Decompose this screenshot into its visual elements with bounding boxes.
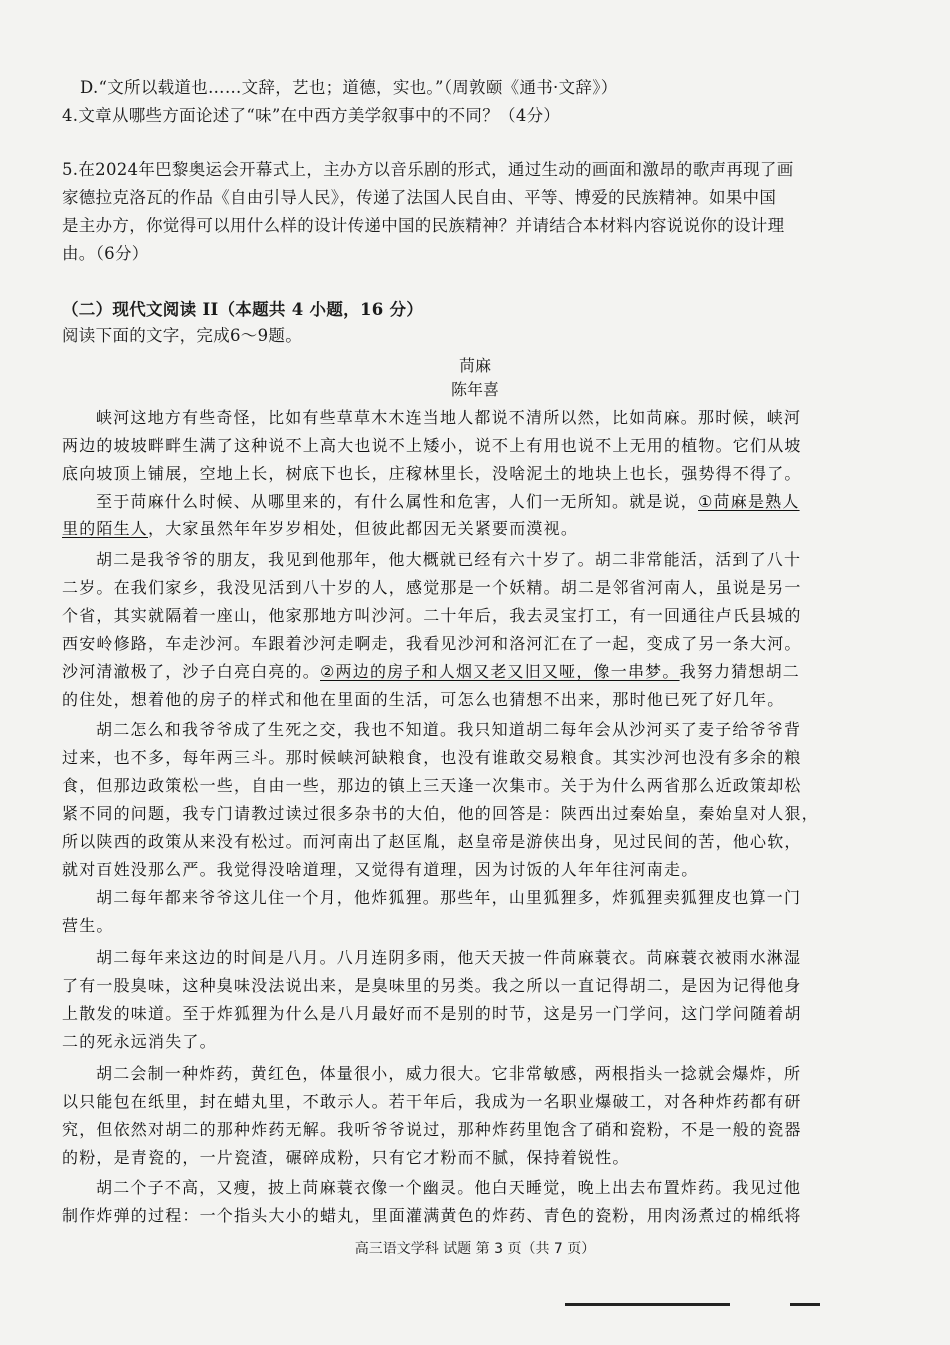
passage-line: 的粉，是青瓷的，一片瓷渣，碾碎成粉，只有它才粉而不腻，保持着锐性。 xyxy=(62,1148,630,1167)
passage-line xyxy=(96,490,896,514)
underlined-sentence-1-end: 里的陌生人 xyxy=(62,519,149,538)
passage-line: 上散发的味道。至于炸狐狸为什么是八月最好而不是别的时节，这是另一门学问，这门学问随着胡 xyxy=(62,1004,802,1023)
passage-line: 食，但那边政策松一些，自由一些，那边的镇上三天逢一次集市。关于为什么两省那么近政策却松 xyxy=(62,776,802,795)
underlined-sentence-2: ②两边的房子和人烟又老又旧又哑，像一串梦。 xyxy=(320,662,680,681)
section-instruction: 阅读下面的文字，完成6～9题。 xyxy=(62,326,302,345)
scan-mark xyxy=(565,1303,730,1306)
passage-line: 制作炸弹的过程：一个指头大小的蜡丸，里面灌满黄色的炸药、青色的瓷粉，用肉汤煮过的棉纸将 xyxy=(62,1206,802,1225)
passage-line: 胡二个子不高，又瘦，披上苘麻蓑衣像一个幽灵。他白天睡觉，晚上出去布置炸药。我见过他 xyxy=(96,1178,802,1197)
question-5-line-1: 5.在2024年巴黎奥运会开幕式上，主办方以音乐剧的形式，通过生动的画面和激昂的歌声再现了画 xyxy=(62,160,794,179)
page-footer: 高三语文学科 试题 第 3 页（共 7 页） xyxy=(354,1241,596,1257)
question-5-line-4: 由。（6分） xyxy=(62,244,149,263)
passage-line: 营生。 xyxy=(62,916,114,935)
question-4: 4.文章从哪些方面论述了“味”在中西方美学叙事中的不同？（4分） xyxy=(62,106,561,125)
passage-line: 的住处，想着他的房子的样式和他在里面的生活，可怎么也猜想不出来，那时他已死了好几年。 xyxy=(62,690,785,709)
passage-line: 二岁。在我们家乡，我没见活到八十岁的人，感觉那是一个妖精。胡二是邻省河南人，虽说是另一 xyxy=(62,578,802,597)
passage-line: 胡二怎么和我爷爷成了生死之交，我也不知道。我只知道胡二每年会从沙河买了麦子给爷爷背 xyxy=(96,720,802,739)
passage-author: 陈年喜 xyxy=(450,380,499,399)
passage-line: 个省，其实就隔着一座山，他家那地方叫沙河。二十年后，我去灵宝打工，有一回通往卢氏县城的 xyxy=(62,606,802,625)
option-d: D.“文所以载道也……文辞，艺也；道德，实也。”（周敦颐《通书·文辞》） xyxy=(80,78,618,97)
passage-line: 峡河这地方有些奇怪，比如有些草草木木连当地人都说不清所以然，比如苘麻。那时候，峡河 xyxy=(96,408,802,427)
passage-title: 苘麻 xyxy=(458,356,491,375)
passage-text: 我努力猜想胡二 xyxy=(679,662,800,681)
section-heading: （二）现代文阅读 II（本题共 4 小题，16 分） xyxy=(62,300,424,319)
passage-line: 就对百姓没那么严。我觉得没啥道理，又觉得有道理，因为讨饭的人年年往河南走。 xyxy=(62,860,699,879)
passage-line xyxy=(62,660,862,684)
question-5-line-3: 是主办方，你觉得可以用什么样的设计传递中国的民族精神？并请结合本材料内容说说你的设计理 xyxy=(62,216,785,235)
passage-line: 过来，也不多，每年两三斗。那时候峡河缺粮食，也没有谁敢交易粮食。其实沙河也没有多余的粮 xyxy=(62,748,802,767)
passage-line: 两边的坡坡畔畔生满了这种说不上高大也说不上矮小，说不上有用也说不上无用的植物。它们从坡 xyxy=(62,436,802,455)
passage-line: 胡二每年都来爷爷这儿住一个月，他炸狐狸。那些年，山里狐狸多，炸狐狸卖狐狸皮也算一门 xyxy=(96,888,802,907)
passage-line: 二的死永远消失了。 xyxy=(62,1032,217,1051)
passage-line xyxy=(62,517,862,541)
passage-text: 至于苘麻什么时候、从哪里来的，有什么属性和危害，人们一无所知。就是说， xyxy=(96,492,699,511)
passage-line: 西安岭修路，车走沙河。车跟着沙河走啊走，我看见沙河和洛河汇在了一起，变成了另一条大河。 xyxy=(62,634,802,653)
passage-text: 沙河清澈极了，沙子白亮白亮的。 xyxy=(62,662,321,681)
underlined-sentence-1: ①苘麻是熟人 xyxy=(698,492,800,511)
passage-line: 究，但依然对胡二的那种炸药无解。我听爷爷说过，那种炸药里饱含了硝和瓷粉，不是一般的瓷器 xyxy=(62,1120,802,1139)
question-5-line-2: 家德拉克洛瓦的作品《自由引导人民》，传递了法国人民自由、平等、博爱的民族精神。如果中国 xyxy=(62,188,777,207)
passage-text: ，大家虽然年年岁岁相处，但彼此都因无关紧要而漠视。 xyxy=(148,519,579,538)
passage-line: 胡二是我爷爷的朋友，我见到他那年，他大概就已经有六十岁了。胡二非常能活，活到了八十 xyxy=(96,550,802,569)
passage-line: 所以陕西的政策从来没有松过。而河南出了赵匡胤，赵皇帝是游侠出身，见过民间的苦，他心软， xyxy=(62,832,802,851)
passage-line: 胡二会制一种炸药，黄红色，体量很小，威力很大。它非常敏感，两根指头一捻就会爆炸，所 xyxy=(96,1064,802,1083)
passage-line: 胡二每年来这边的时间是八月。八月连阴多雨，他天天披一件苘麻蓑衣。苘麻蓑衣被雨水淋湿 xyxy=(96,948,802,967)
scan-mark xyxy=(790,1303,820,1306)
passage-line: 了有一股臭味，这种臭味没法说出来，是臭味里的另类。我之所以一直记得胡二，是因为记得他身 xyxy=(62,976,802,995)
passage-line: 底向坡顶上铺展，空地上长，树底下也长，庄稼林里长，没啥泥土的地块上也长，强势得不得了。 xyxy=(62,464,802,483)
passage-line: 紧不同的问题，我专门请教过读过很多杂书的大伯，他的回答是：陕西出过秦始皇，秦始皇对人狠， xyxy=(62,804,819,823)
passage-line: 以只能包在纸里，封在蜡丸里，不敢示人。若干年后，我成为一名职业爆破工，对各种炸药都有研 xyxy=(62,1092,802,1111)
